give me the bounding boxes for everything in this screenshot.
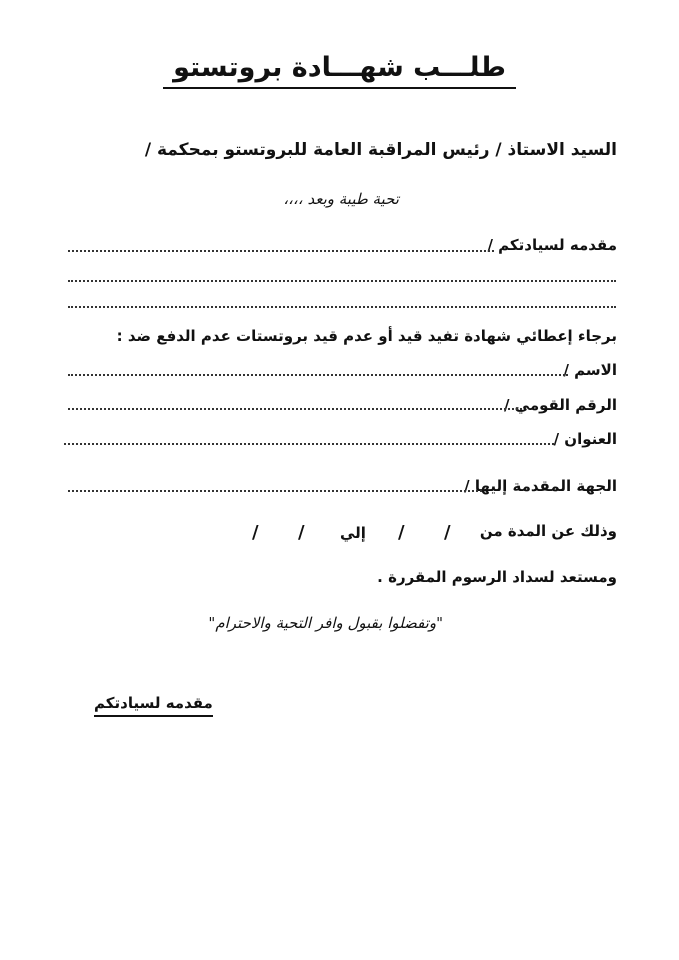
greeting: تحية طيبة وبعد ،،،، [283,190,399,208]
applicant-field-line-3[interactable] [68,306,616,308]
request-text: برجاء إعطائي شهادة تفيد قيد أو عدم قيد بروتستات عدم الدفع ضد : [116,327,617,345]
address-label: العنوان / [553,430,617,448]
page-title [0,52,679,89]
national-id-label: الرقم القومي / [503,396,617,414]
name-field[interactable] [68,374,568,376]
period-to-separator-1: / [298,522,305,543]
period-label: وذلك عن المدة من [479,522,617,540]
closing-text: "وتفضلوا بقبول وافر التحية والاحترام" [208,614,443,632]
signature-label: مقدمه لسيادتكم [94,694,213,717]
addressee-line: السيد الاستاذ / رئيس المراقبة العامة للبروتستو بمحكمة / [144,140,617,160]
name-label: الاسم / [563,361,617,379]
period-from-separator-1: / [444,522,451,543]
applicant-label: مقدمه لسيادتكم / [487,236,617,254]
destination-field[interactable] [68,490,482,492]
applicant-field-line-2[interactable] [68,280,616,282]
period-from-separator-2: / [398,522,405,543]
page-title-text: طلـــب شهـــادة بروتستو [163,52,516,89]
address-field[interactable] [64,443,554,445]
destination-label: الجهة المقدمة إليها / [464,477,617,495]
applicant-field[interactable] [68,250,494,252]
fees-text: ومستعد لسداد الرسوم المقررة . [377,568,617,586]
period-to-label: إلي [340,524,366,542]
national-id-field[interactable] [68,408,522,410]
period-to-separator-2: / [252,522,259,543]
